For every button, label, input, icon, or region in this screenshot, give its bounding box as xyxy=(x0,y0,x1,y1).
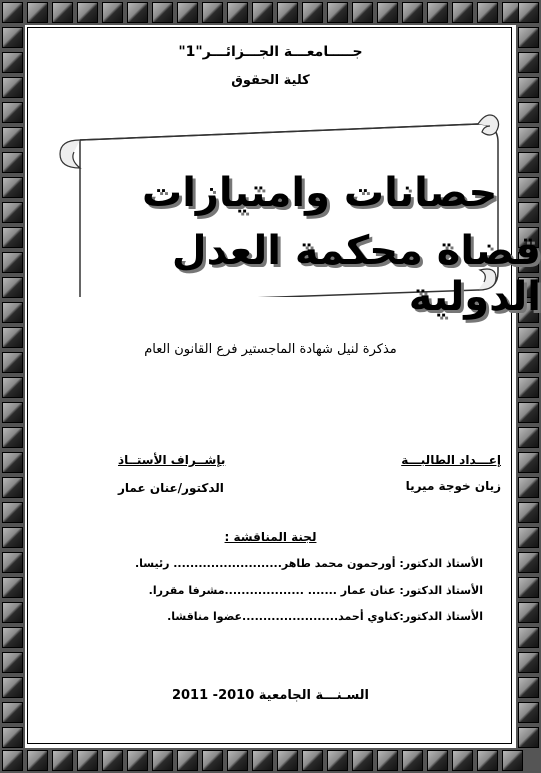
border-stud xyxy=(2,252,23,273)
border-stud xyxy=(2,177,23,198)
border-stud xyxy=(402,2,423,23)
border-stud xyxy=(518,152,539,173)
border-stud xyxy=(518,702,539,723)
border-stud xyxy=(177,2,198,23)
border-stud xyxy=(77,2,98,23)
border-stud xyxy=(252,2,273,23)
border-stud xyxy=(518,102,539,123)
border-stud xyxy=(2,102,23,123)
border-stud xyxy=(277,750,298,771)
committee-member-1: الأستاذ الدكتور: أورحمون محمد طاهر.......................... رئيسا. xyxy=(134,557,483,570)
border-stud xyxy=(452,2,473,23)
student-name: زيان خوجة ميريا xyxy=(405,479,501,493)
border-stud xyxy=(202,750,223,771)
border-stud xyxy=(518,602,539,623)
border-stud xyxy=(518,502,539,523)
border-stud xyxy=(152,750,173,771)
border-bottom xyxy=(0,748,525,773)
border-stud xyxy=(2,227,23,248)
committee-member-2: الأستاذ الدكتور: عنان عمار ....... ...................مشرفا مقررا. xyxy=(148,584,483,597)
title-line-1: حصانات وامتيازات xyxy=(142,170,498,216)
border-stud xyxy=(2,652,23,673)
border-top xyxy=(0,0,525,25)
border-stud xyxy=(2,427,23,448)
border-stud xyxy=(277,2,298,23)
border-right xyxy=(516,0,541,750)
border-stud xyxy=(518,402,539,423)
border-stud xyxy=(202,2,223,23)
border-stud xyxy=(302,2,323,23)
border-stud xyxy=(102,2,123,23)
committee-member-3: الأستاذ الدكتور:كناوي أحمد.......................عضوا مناقشا. xyxy=(167,610,483,623)
border-stud xyxy=(27,2,48,23)
border-stud xyxy=(2,702,23,723)
border-stud xyxy=(518,477,539,498)
border-stud xyxy=(377,750,398,771)
border-stud xyxy=(102,750,123,771)
border-stud xyxy=(27,750,48,771)
border-stud xyxy=(427,2,448,23)
border-stud xyxy=(2,402,23,423)
border-stud xyxy=(502,750,523,771)
committee-heading: لجنة المناقشة : xyxy=(224,530,317,544)
border-stud xyxy=(52,2,73,23)
border-stud xyxy=(427,750,448,771)
border-stud xyxy=(2,477,23,498)
border-stud xyxy=(477,750,498,771)
border-stud xyxy=(327,2,348,23)
border-stud xyxy=(518,427,539,448)
border-stud xyxy=(518,377,539,398)
border-stud xyxy=(2,627,23,648)
border-stud xyxy=(302,750,323,771)
border-stud xyxy=(518,2,539,23)
border-stud xyxy=(227,750,248,771)
border-stud xyxy=(152,2,173,23)
border-stud xyxy=(518,127,539,148)
border-stud xyxy=(2,377,23,398)
border-stud xyxy=(2,452,23,473)
border-stud xyxy=(2,202,23,223)
border-stud xyxy=(2,277,23,298)
border-stud xyxy=(2,602,23,623)
border-stud xyxy=(477,2,498,23)
title-line-2: قضاة محكمة العدل الدولية xyxy=(171,228,541,320)
border-stud xyxy=(52,750,73,771)
border-stud xyxy=(518,552,539,573)
border-stud xyxy=(2,727,23,748)
border-stud xyxy=(127,750,148,771)
prepared-by-label: إعـــداد الطالبـــة xyxy=(401,453,501,467)
border-stud xyxy=(2,2,23,23)
border-stud xyxy=(352,750,373,771)
border-stud xyxy=(227,2,248,23)
border-stud xyxy=(377,2,398,23)
border-stud xyxy=(2,750,23,771)
border-left xyxy=(0,0,25,750)
border-stud xyxy=(2,302,23,323)
border-stud xyxy=(2,152,23,173)
border-stud xyxy=(2,577,23,598)
border-stud xyxy=(518,452,539,473)
border-stud xyxy=(518,202,539,223)
border-stud xyxy=(518,652,539,673)
supervised-by-label: بإشــراف الأستــاذ xyxy=(118,453,226,467)
university-name: جـــــامعـــة الجـــزائـــر"1" xyxy=(178,44,363,60)
border-stud xyxy=(2,552,23,573)
border-stud xyxy=(77,750,98,771)
border-stud xyxy=(177,750,198,771)
border-stud xyxy=(518,727,539,748)
thesis-subtitle: مذكرة لنيل شهادة الماجستير فرع القانون العام xyxy=(144,342,397,357)
border-stud xyxy=(402,750,423,771)
border-stud xyxy=(127,2,148,23)
border-stud xyxy=(518,627,539,648)
border-stud xyxy=(327,750,348,771)
supervisor-name: الدكتور/عنان عمار xyxy=(118,481,224,495)
border-stud xyxy=(452,750,473,771)
border-stud xyxy=(352,2,373,23)
border-stud xyxy=(2,127,23,148)
faculty-name: كلية الحقوق xyxy=(231,73,310,88)
border-stud xyxy=(518,177,539,198)
border-stud xyxy=(518,577,539,598)
academic-year: السـنـــة الجامعية 2010- 2011 xyxy=(171,688,370,703)
border-stud xyxy=(2,502,23,523)
border-stud xyxy=(252,750,273,771)
